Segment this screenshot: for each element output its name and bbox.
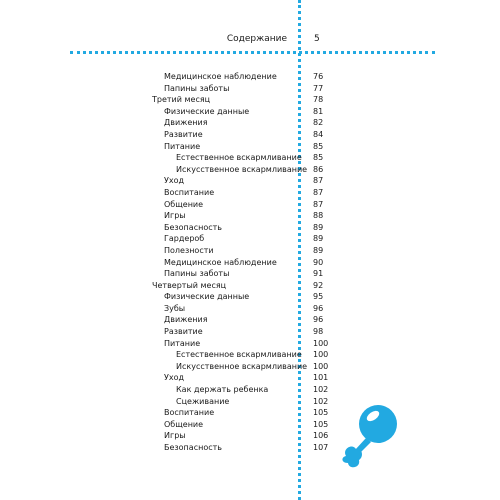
toc-entry-title: Естественное вскармливание <box>176 350 302 360</box>
toc-entry <box>0 419 500 431</box>
toc-entry-page: 92 <box>313 280 324 290</box>
toc-entry-title: Общение <box>164 199 204 209</box>
toc-entry-page: 87 <box>313 187 324 197</box>
toc-entry-page: 90 <box>313 257 324 267</box>
toc-entry <box>0 106 500 118</box>
toc-entry <box>0 430 500 442</box>
toc-entry <box>0 222 500 234</box>
toc-entry <box>0 303 500 315</box>
toc-entry-title: Зубы <box>164 303 186 313</box>
toc-entry-title: Гардероб <box>164 234 205 244</box>
toc-entry <box>0 152 500 164</box>
toc-entry-title: Уход <box>164 176 185 186</box>
toc-entry-title: Сцеживание <box>176 396 230 406</box>
toc-entry <box>0 349 500 361</box>
table-of-contents <box>0 71 500 454</box>
toc-entry-page: 85 <box>313 153 324 163</box>
toc-entry <box>0 175 500 187</box>
toc-entry-page: 86 <box>313 164 324 174</box>
toc-entry <box>0 314 500 326</box>
toc-entry-title: Питание <box>164 338 201 348</box>
toc-entry-page: 87 <box>313 199 324 209</box>
toc-entry-page: 81 <box>313 106 324 116</box>
toc-entry <box>0 83 500 95</box>
toc-entry <box>0 442 500 454</box>
toc-entry <box>0 187 500 199</box>
toc-entry-title: Воспитание <box>164 187 215 197</box>
toc-entry <box>0 141 500 153</box>
toc-entry-page: 88 <box>313 211 324 221</box>
toc-entry-title: Безопасность <box>164 222 222 232</box>
toc-entry <box>0 291 500 303</box>
toc-entry-page: 100 <box>313 338 329 348</box>
toc-entry-title: Игры <box>164 431 186 441</box>
toc-entry-page: 89 <box>313 222 324 232</box>
toc-entry-title: Движения <box>164 118 208 128</box>
toc-entry-page: 91 <box>313 269 324 279</box>
toc-entry-title: Папины заботы <box>164 83 230 93</box>
toc-entry-page: 76 <box>313 72 324 81</box>
page-number: 5 <box>314 34 320 44</box>
toc-entry-title: Развитие <box>164 129 203 139</box>
toc-entry <box>0 164 500 176</box>
toc-entry <box>0 71 500 83</box>
toc-entry-page: 105 <box>313 408 329 418</box>
toc-entry-page: 95 <box>313 292 324 302</box>
toc-entry-title: Питание <box>164 141 201 151</box>
toc-entry <box>0 129 500 141</box>
toc-entry-page: 101 <box>313 373 329 383</box>
toc-entry-page: 77 <box>313 83 324 93</box>
toc-entry-title: Развитие <box>164 327 203 337</box>
toc-entry-page: 96 <box>313 303 324 313</box>
toc-entry <box>0 257 500 269</box>
toc-entry-title: Физические данные <box>164 292 250 302</box>
toc-entry-title: Общение <box>164 419 204 429</box>
toc-entry-title: Медицинское наблюдение <box>164 72 277 81</box>
toc-entry <box>0 361 500 373</box>
toc-entry-page: 105 <box>313 419 329 429</box>
toc-entry-page: 82 <box>313 118 324 128</box>
toc-entry <box>0 280 500 292</box>
toc-entry-page: 89 <box>313 245 324 255</box>
toc-entry <box>0 117 500 129</box>
toc-entry-page: 84 <box>313 129 324 139</box>
toc-entry <box>0 199 500 211</box>
page-header-title: Содержание <box>226 34 287 44</box>
toc-entry-title: Движения <box>164 315 208 325</box>
toc-entry-page: 107 <box>313 443 329 452</box>
toc-entry-page: 98 <box>313 327 324 337</box>
toc-entry <box>0 372 500 384</box>
horizontal-dotted-divider <box>70 51 435 54</box>
toc-entry-title: Игры <box>164 211 186 221</box>
toc-entry-page: 87 <box>313 176 324 186</box>
toc-entry-title: Как держать ребенка <box>176 385 269 395</box>
toc-entry-page: 96 <box>313 315 324 325</box>
toc-entry <box>0 245 500 257</box>
toc-entry-title: Третий месяц <box>152 95 211 105</box>
toc-entry <box>0 396 500 408</box>
toc-entry-title: Безопасность <box>164 443 222 452</box>
toc-entry <box>0 384 500 396</box>
toc-entry-title: Воспитание <box>164 408 215 418</box>
toc-entry-page: 102 <box>313 396 329 406</box>
toc-entry-page: 102 <box>313 385 329 395</box>
toc-entry-title: Полезности <box>164 245 214 255</box>
toc-entry <box>0 233 500 245</box>
toc-entry-title: Медицинское наблюдение <box>164 257 277 267</box>
toc-entry-title: Четвертый месяц <box>152 280 227 290</box>
toc-entry-page: 78 <box>313 95 324 105</box>
toc-entry-page: 100 <box>313 361 329 371</box>
toc-entry-title: Физические данные <box>164 106 250 116</box>
toc-entry <box>0 338 500 350</box>
toc-entry-title: Искусственное вскармливание <box>176 361 308 371</box>
toc-entry-page: 106 <box>313 431 329 441</box>
toc-entry-page: 89 <box>313 234 324 244</box>
rattle-icon <box>340 402 402 472</box>
toc-entry-title: Искусственное вскармливание <box>176 164 308 174</box>
toc-entry <box>0 94 500 106</box>
toc-entry <box>0 210 500 222</box>
toc-entry-title: Уход <box>164 373 185 383</box>
toc-entry <box>0 407 500 419</box>
toc-entry-title: Естественное вскармливание <box>176 153 302 163</box>
toc-entry-title: Папины заботы <box>164 269 230 279</box>
toc-entry <box>0 268 500 280</box>
toc-entry-page: 85 <box>313 141 324 151</box>
toc-entry <box>0 326 500 338</box>
toc-entry-page: 100 <box>313 350 329 360</box>
